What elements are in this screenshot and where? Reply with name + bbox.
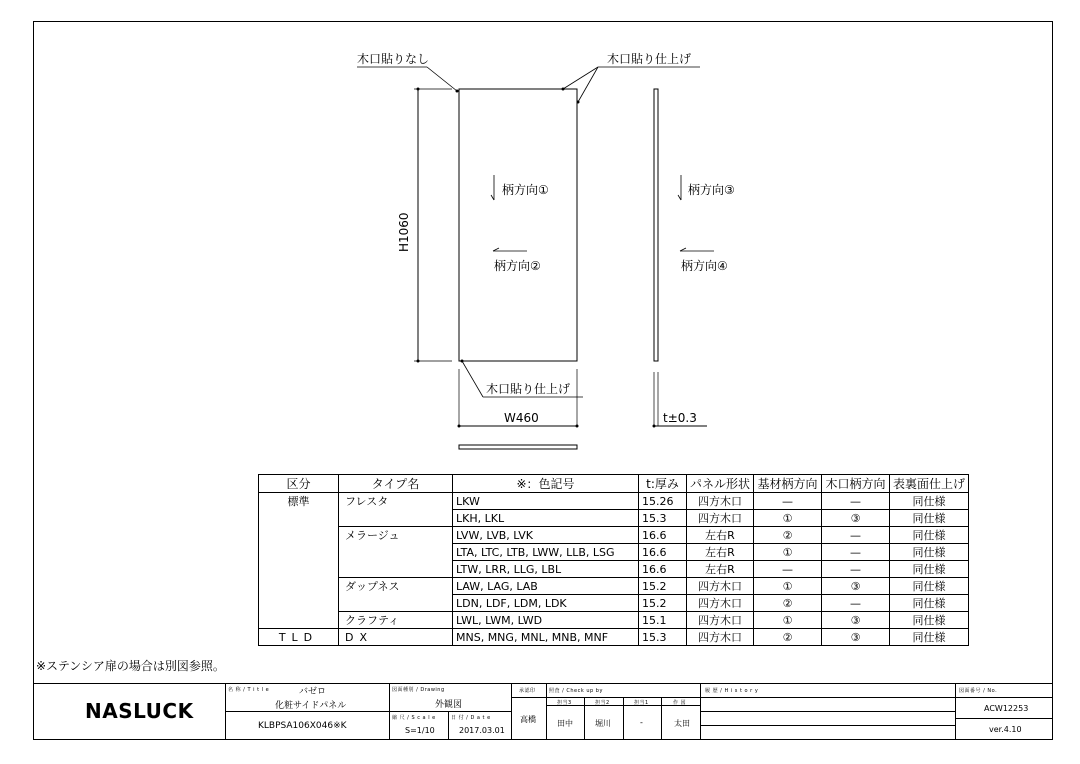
table-row [259, 493, 969, 510]
version: ver.4.10 [989, 725, 1022, 734]
cell-category [259, 544, 339, 561]
cell-shape: 四方木口 [687, 493, 754, 510]
cell-category [259, 561, 339, 578]
history-caption: 履 歴 / H i s t o r y [705, 688, 759, 694]
cell-finish: 同仕様 [890, 561, 969, 578]
table-row [259, 595, 969, 612]
cell-finish: 同仕様 [890, 544, 969, 561]
label-no-edge-banding: 木口貼りなし [357, 52, 430, 66]
cell-thickness: 15.3 [639, 629, 687, 646]
cell-edge-grain: ③ [822, 510, 890, 527]
cell-color-code: LVW, LVB, LVK [453, 527, 639, 544]
scale-value: S=1/10 [405, 726, 435, 735]
cell-finish: 同仕様 [890, 493, 969, 510]
dim-thickness-label: t±0.3 [663, 411, 697, 425]
cell-thickness: 16.6 [639, 527, 687, 544]
cell-color-code: LKH, LKL [453, 510, 639, 527]
cell-color-code: MNS, MNG, MNL, MNB, MNF [453, 629, 639, 646]
cell-base-grain: ① [754, 510, 822, 527]
cell-type: メラージュ [339, 527, 453, 544]
date-caption: 日 付 / D a t e [451, 715, 491, 721]
cell-edge-grain: ③ [822, 578, 890, 595]
cell-edge-grain: — [822, 527, 890, 544]
cell-shape: 四方木口 [687, 578, 754, 595]
table-row [259, 612, 969, 629]
panel-side-view [654, 89, 658, 361]
check-name-1: 田中 [557, 719, 573, 728]
cell-finish: 同仕様 [890, 612, 969, 629]
cell-shape: 左右R [687, 544, 754, 561]
cell-shape: 四方木口 [687, 510, 754, 527]
cell-shape: 左右R [687, 561, 754, 578]
cell-shape: 四方木口 [687, 629, 754, 646]
cell-type: DX [339, 629, 453, 646]
cell-finish: 同仕様 [890, 578, 969, 595]
approved-name: 高橋 [520, 715, 536, 724]
cell-edge-grain: — [822, 544, 890, 561]
cell-finish: 同仕様 [890, 629, 969, 646]
header-panel-shape: パネル形状 [687, 475, 754, 493]
cell-edge-grain: ③ [822, 612, 890, 629]
header-type: タイプ名 [339, 475, 453, 493]
cell-finish: 同仕様 [890, 510, 969, 527]
cell-color-code: LWL, LWM, LWD [453, 612, 639, 629]
cell-color-code: LAW, LAG, LAB [453, 578, 639, 595]
scale-caption: 縮 尺 / S c a l e [392, 715, 436, 721]
title-block [33, 683, 1053, 740]
check-role-4: 作 図 [673, 700, 687, 706]
title-sub: 化粧サイドパネル [275, 701, 347, 711]
cell-type [339, 595, 453, 612]
table-row [259, 544, 969, 561]
check-caption: 照査 / Check up by [549, 688, 603, 694]
cell-base-grain: — [754, 493, 822, 510]
header-base-grain: 基材柄方向 [754, 475, 822, 493]
approved-caption: 承認印 [519, 688, 536, 694]
cell-type: ダップネス [339, 578, 453, 595]
cell-category [259, 527, 339, 544]
drawing-caption: 図面種別 / Drawing [392, 687, 445, 693]
grain-label-3: 柄方向③ [688, 183, 735, 197]
cell-thickness: 16.6 [639, 561, 687, 578]
cell-color-code: LDN, LDF, LDM, LDK [453, 595, 639, 612]
cell-category: TLD [259, 629, 339, 646]
stencia-note: ※ステンシア扉の場合は別図参照。 [36, 659, 225, 673]
title-name: バゼロ [299, 687, 327, 697]
title-caption: 名 称 / T i t l e [228, 687, 270, 693]
table-row [259, 510, 969, 527]
check-role-1: 担当3 [557, 700, 572, 706]
number-caption: 図面番号 / No. [959, 688, 998, 694]
cell-type: クラフティ [339, 612, 453, 629]
model-number: KLBPSA106X046※K [258, 721, 347, 731]
header-category: 区分 [259, 475, 339, 493]
cell-category [259, 612, 339, 629]
cell-thickness: 15.1 [639, 612, 687, 629]
cell-shape: 四方木口 [687, 612, 754, 629]
cell-type: フレスタ [339, 493, 453, 510]
cell-category [259, 595, 339, 612]
header-finish: 表裏面仕上げ [890, 475, 969, 493]
cell-type [339, 510, 453, 527]
cell-edge-grain: — [822, 595, 890, 612]
cell-shape: 左右R [687, 527, 754, 544]
date-value: 2017.03.01 [459, 726, 505, 735]
cell-color-code: LTA, LTC, LTB, LWW, LLB, LSG [453, 544, 639, 561]
dim-width-label: W460 [504, 411, 539, 425]
cell-type [339, 544, 453, 561]
cell-base-grain: ② [754, 527, 822, 544]
header-color-code: ※：色記号 [453, 475, 639, 493]
label-edge-banding-top: 木口貼り仕上げ [607, 52, 692, 66]
cell-thickness: 16.6 [639, 544, 687, 561]
grain-label-2: 柄方向② [494, 259, 541, 273]
check-name-4: 太田 [674, 719, 690, 728]
cell-thickness: 15.3 [639, 510, 687, 527]
cell-thickness: 15.2 [639, 595, 687, 612]
cell-edge-grain: ③ [822, 629, 890, 646]
check-name-2: 堀川 [595, 719, 611, 728]
cell-type [339, 561, 453, 578]
nasluck-logo: NASLUCK [85, 699, 194, 723]
cell-base-grain: ① [754, 612, 822, 629]
check-role-2: 担当2 [595, 700, 610, 706]
label-edge-banding-bottom: 木口貼り仕上げ [486, 382, 571, 396]
table-row [259, 527, 969, 544]
drawing-number: ACW12253 [984, 704, 1029, 713]
cell-shape: 四方木口 [687, 595, 754, 612]
grain-label-4: 柄方向④ [681, 259, 728, 273]
grain-label-1: 柄方向① [502, 183, 549, 197]
cell-color-code: LKW [453, 493, 639, 510]
panel-plan-view [459, 445, 577, 449]
cell-base-grain: — [754, 561, 822, 578]
cell-category [259, 510, 339, 527]
cell-thickness: 15.26 [639, 493, 687, 510]
drawing-type: 外観図 [435, 700, 463, 710]
cell-category: 標準 [259, 493, 339, 510]
cell-edge-grain: — [822, 493, 890, 510]
table-header-row [259, 475, 969, 493]
cell-edge-grain: — [822, 561, 890, 578]
dim-height-label: H1060 [397, 212, 411, 252]
cell-base-grain: ② [754, 629, 822, 646]
header-thickness: t:厚み [639, 475, 687, 493]
header-edge-grain: 木口柄方向 [822, 475, 890, 493]
table-row [259, 629, 969, 646]
cell-base-grain: ① [754, 578, 822, 595]
table-row [259, 578, 969, 595]
cell-color-code: LTW, LRR, LLG, LBL [453, 561, 639, 578]
spec-table [258, 474, 969, 646]
check-role-3: 担当1 [634, 700, 649, 706]
cell-category [259, 578, 339, 595]
table-row [259, 561, 969, 578]
panel-front-view [459, 89, 577, 361]
cell-base-grain: ② [754, 595, 822, 612]
check-name-3: - [640, 718, 643, 727]
cell-finish: 同仕様 [890, 527, 969, 544]
cell-base-grain: ① [754, 544, 822, 561]
cell-thickness: 15.2 [639, 578, 687, 595]
cell-finish: 同仕様 [890, 595, 969, 612]
